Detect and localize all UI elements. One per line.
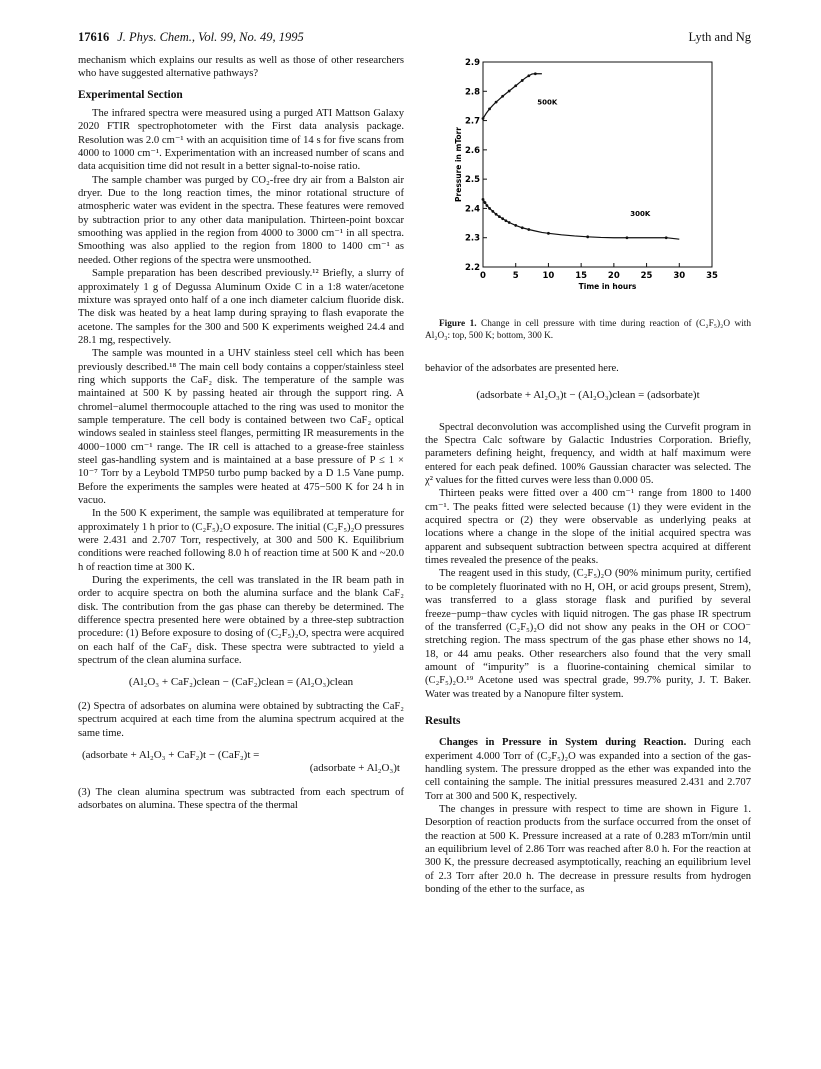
data-point [626, 236, 629, 239]
y-tick-label: 2.4 [464, 204, 480, 215]
x-tick-label: 25 [640, 271, 653, 281]
series-label: 300K [630, 209, 651, 218]
data-point [488, 207, 491, 210]
data-point [495, 213, 498, 216]
data-point [495, 101, 498, 104]
paragraph: The sample was mounted in a UHV stainless steel cell which has been previously described.¹⁸ The main cell body contains a copper/stainless steel ring which supports the CaF₂ disk. The temperature of the sample was maintained at 500 K by passing heated air through the support ring. A chromel−alumel thermocouple attached to the ring was used to monitor the sample temperature. The cell body is contained between two CaF₂ optical windows sealed in stainless steel flanges, permitting IR measurements in the 4000−1000 cm⁻¹ range. The IR cell is attached to a grease-free stainless steel gas-handling system and is maintained at a base pressure of P ≤ 1 × 10⁻⁷ Torr by a Leybold TMP50 turbo pump backed by a D 1.5 Vane pump. Before the experiments the samples were heated at 475−500 K for 24 h in vacuo. [78, 348, 404, 506]
caption-label: Figure 1. [439, 319, 477, 329]
x-tick-label: 15 [575, 271, 588, 281]
data-point [534, 72, 537, 75]
data-point [501, 95, 504, 98]
page-header [78, 30, 751, 48]
plot-frame [483, 62, 712, 267]
x-tick-label: 5 [512, 271, 519, 281]
paragraph: In the 500 K experiment, the sample was equilibrated at temperature for approximately 1 h prior to (C₂F₅)₂O exposure. The initial (C₂F₅)₂O pressures were 2.431 and 2.707 Torr, respectively, at 300 and 500 K. Equilibrium conditions were reached following 8.0 h of reaction time at 500 K and ~20.0 h of reaction time at 300 K. [78, 508, 404, 573]
results-heading: Results [425, 714, 461, 727]
paragraph: (3) The clean alumina spectrum was subtracted from each spectrum of adsorbates on alumina. These spectra of the thermal [78, 786, 404, 811]
paragraph: behavior of the adsorbates are presented here. [425, 363, 619, 374]
data-point [527, 228, 530, 231]
series-line-300K [483, 199, 679, 239]
equation-1: (Al₂O₃ + CaF₂)clean − (CaF₂)clean = (Al₂O₃)clean [128, 676, 354, 689]
data-point [547, 232, 550, 235]
y-tick-label: 2.2 [464, 263, 480, 273]
caption-text: Change in cell pressure with time during reaction of (C₂F₅)₂O with Al₂O₃: top, 500 K; bottom, 300 K. [425, 319, 752, 341]
series-label: 500K [537, 98, 558, 107]
journal-citation: J. Phys. Chem., Vol. 99, No. 49, 1995 [117, 30, 304, 44]
y-tick-label: 2.6 [464, 145, 480, 156]
data-point [521, 79, 524, 82]
paragraph-text: During each experiment 4.000 Torr of (C₂F₅)₂O was expanded into a section of the gas-handling system. The pressure dropped as the ether was expanded into the cell containing the sample. The initial pressures measured 2.431 and 2.707 Torr at 300 and 500 K, respectively. [425, 737, 751, 802]
paragraph: The sample chamber was purged by CO₂-free dry air from a Balston air dryer. Due to the long reaction times, the minor rotational structure of atmospheric water was evident in the spectra. These features were removed by subtraction prior to any other data manipulation. Thirteen-point boxcar smoothing was applied in the region from 4000 to 3000 cm⁻¹ in all spectra. Smoothing was also applied to the region from 1800 to 1400 cm⁻¹ as needed. Other regions of the spectra were unsmoothed. [78, 174, 404, 266]
equation-2-line-2: (adsorbate + Al₂O₃)t [309, 762, 400, 775]
intro-paragraph: mechanism which explains our results as well as those of other researchers who have suggested alternative pathways? [78, 55, 404, 80]
right-column [425, 54, 751, 896]
equation-3: (adsorbate + Al₂O₃)t − (Al₂O₃)clean = (adsorbate)t [476, 389, 700, 402]
data-point [482, 117, 485, 120]
data-point [527, 74, 530, 77]
data-point [491, 210, 494, 213]
data-point [488, 107, 491, 110]
x-tick-label: 35 [706, 271, 718, 281]
paragraph: Thirteen peaks were fitted over a 400 cm⁻¹ range from 1800 to 1400 cm⁻¹. The peaks fitted were selected because (1) they were evident in the acquired spectra or (2) they were observable as underlying peaks at locations where a change in the slope of the initial acquired spectra was apparent and subsequent subtraction between spectra acquired at different times revealed the presence of the peaks. [425, 488, 751, 567]
data-point [484, 201, 487, 204]
y-tick-label: 2.8 [464, 87, 480, 98]
data-point [505, 219, 508, 222]
data-point [514, 84, 517, 87]
y-axis-label: Pressure in mTorr [454, 127, 463, 202]
equation-2-line-1: (adsorbate + Al₂O₃ + CaF₂)t − (CaF₂)t = [82, 748, 260, 761]
x-tick-label: 30 [673, 271, 686, 281]
y-tick-label: 2.9 [464, 58, 480, 68]
run-in-heading: Changes in Pressure in System during Reaction. [439, 737, 687, 749]
pressure-chart [425, 54, 751, 316]
y-tick-label: 2.7 [464, 116, 480, 127]
experimental-heading: Experimental Section [78, 88, 183, 101]
paragraph: During the experiments, the cell was translated in the IR beam path in order to acquire spectra on both the alumina surface and the blank CaF₂ disk. The contribution from the gas phase can thereby be determined. The difference spectra presented here were obtained by a three-step subtraction procedure: (1) Before exposure to dosing of (C₂F₅)₂O, spectra were acquired on each half of the CaF₂ disk. These spectra were subtracted to yield a spectrum of the clean alumina surface. [78, 575, 404, 667]
data-point [521, 226, 524, 229]
paragraph: The infrared spectra were measured using a purged ATI Mattson Galaxy 2020 FTIR spectrophotometer with the First data analysis package. Resolution was 2.0 cm⁻¹ with an acquisition time of 14 s for five scans from 4000 to 1000 cm⁻¹. Experimentation with an increased number of scans and data acquisition time did not result in a better signal-to-noise ratio. [78, 108, 404, 173]
data-point [514, 224, 517, 227]
paragraph: Spectral deconvolution was accomplished using the Curvefit program in the Spectra Calc software by Galactic Industries Corporation. Briefly, parameters defining height, frequency, and width at half maximum were entered for each peak defined. 100% Gaussian character was selected. The χ² values for the fitted curves were less than 0.000 05. [425, 421, 751, 487]
left-column [78, 54, 404, 812]
x-tick-label: 0 [480, 271, 486, 281]
x-tick-label: 20 [607, 271, 620, 281]
series-line-500K [483, 74, 542, 119]
data-point [501, 217, 504, 220]
paragraph: (2) Spectra of adsorbates on alumina were obtained by subtracting the CaF₂ spectrum acquired at each time from the alumina spectrum acquired at the same time. [78, 700, 404, 739]
data-point [498, 215, 501, 218]
x-axis-label: Time in hours [578, 282, 637, 291]
header-authors: Lyth and Ng [688, 30, 751, 44]
equation-2 [78, 749, 404, 776]
paragraph [425, 736, 751, 803]
data-point [486, 204, 489, 207]
data-point [665, 236, 668, 239]
x-tick-label: 10 [542, 271, 555, 281]
y-tick-label: 2.3 [464, 233, 480, 244]
data-point [586, 235, 589, 238]
figure-caption [425, 319, 751, 342]
paragraph: The reagent used in this study, (C₂F₅)₂O (90% minimum purity, certified to be completely fluorinated with no H, OH, or acid groups present, Strem), was transferred to a glass storage flask and purified by several freeze−pump−thaw cycles with liquid nitrogen. The gas phase IR spectrum of the transferred (C₂F₅)₂O did not show any peaks in the OH or COO⁻ stretching region. The mass spectrum of the gas phase ether shows no 14, 18, or 44 amu peaks. Other researchers also found that the very small amount of “impurity” is a fluorine-containing chemical similar to (C₂F₅)₂O.¹⁹ Acetone used was spectral grade, 99.7% purity, J. T. Baker. Water was treated by a Nanopure filter system. [425, 568, 751, 700]
y-tick-label: 2.5 [464, 175, 480, 186]
data-point [482, 198, 485, 201]
header-left [78, 30, 304, 45]
data-point [508, 90, 511, 93]
page-number: 17616 [78, 30, 110, 44]
paragraph: Sample preparation has been described previously.¹² Briefly, a slurry of approximately 1 g of Degussa Aluminum Oxide C in a 1:8 water/acetone mixture was sprayed onto half of a one inch diameter calcium fluoride disk. The disk was heated by a heat lamp during spraying to flash evaporate the acetone. The samples for the 300 and 500 K experiments weighed 24.4 and 28.1 mg, respectively. [78, 268, 404, 346]
data-point [508, 221, 511, 224]
figure-1 [425, 54, 751, 319]
paragraph: The changes in pressure with respect to time are shown in Figure 1. Desorption of reaction products from the surface occurred from the onset of the reaction at 500 K. Pressure increased at a rate of 0.283 mTorr/min until an equilibrium level of 2.86 Torr was reached after 8.0 h. For the reaction at 300 K, the pressure decreased asymptotically, reaching an equilibrium level of 2.3 Torr after 20.0 h. The decrease in pressure results from hydrogen bonding of the ether to the surface, as [425, 803, 751, 896]
